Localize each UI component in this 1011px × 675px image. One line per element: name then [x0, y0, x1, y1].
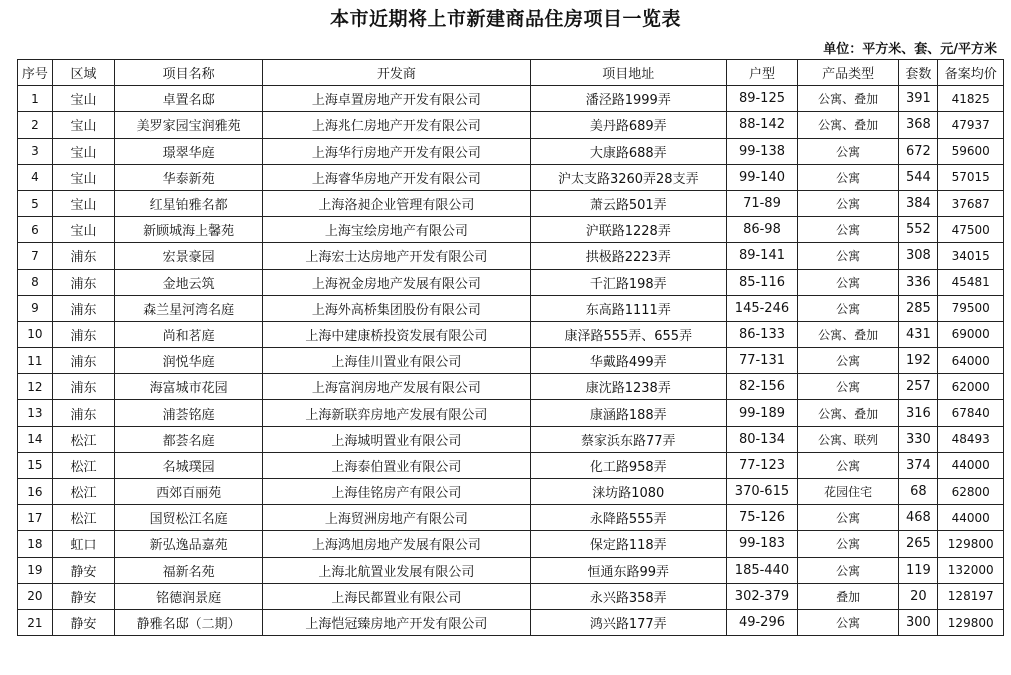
header-avg-price: 备案均价	[938, 60, 1004, 86]
cell-unit-size: 99-140	[727, 164, 798, 190]
cell-product-type: 公寓、联列	[797, 426, 898, 452]
cell-product-type: 花园住宅	[797, 479, 898, 505]
cell-unit-size: 77-131	[727, 348, 798, 374]
cell-avg-price: 62800	[938, 479, 1004, 505]
cell-developer: 上海中建康桥投资发展有限公司	[263, 321, 530, 347]
cell-address: 大康路688弄	[530, 138, 727, 164]
cell-index: 13	[18, 400, 53, 426]
table-row	[18, 217, 1004, 243]
table-row	[18, 557, 1004, 583]
table-row	[18, 452, 1004, 478]
header-product-type: 产品类型	[797, 60, 898, 86]
cell-unit-size: 75-126	[727, 505, 798, 531]
cell-address: 康泽路555弄、655弄	[530, 321, 727, 347]
cell-avg-price: 64000	[938, 348, 1004, 374]
cell-address: 鸿兴路177弄	[530, 609, 727, 635]
cell-developer: 上海洛昶企业管理有限公司	[263, 190, 530, 216]
table-row	[18, 138, 1004, 164]
cell-index: 4	[18, 164, 53, 190]
cell-unit-count: 257	[899, 374, 938, 400]
cell-developer: 上海外高桥集团股份有限公司	[263, 295, 530, 321]
cell-address: 美丹路689弄	[530, 112, 727, 138]
cell-address: 恒通东路99弄	[530, 557, 727, 583]
cell-developer: 上海华行房地产开发有限公司	[263, 138, 530, 164]
cell-project-name: 卓置名邸	[115, 86, 263, 112]
cell-unit-count: 316	[899, 400, 938, 426]
cell-unit-size: 99-138	[727, 138, 798, 164]
header-index: 序号	[18, 60, 53, 86]
cell-developer: 上海北航置业发展有限公司	[263, 557, 530, 583]
cell-product-type: 公寓	[797, 374, 898, 400]
cell-developer: 上海贸洲房地产有限公司	[263, 505, 530, 531]
cell-district: 浦东	[52, 295, 114, 321]
cell-avg-price: 57015	[938, 164, 1004, 190]
cell-developer: 上海富润房地产发展有限公司	[263, 374, 530, 400]
header-developer: 开发商	[263, 60, 530, 86]
cell-product-type: 公寓	[797, 164, 898, 190]
cell-unit-size: 86-133	[727, 321, 798, 347]
cell-avg-price: 129800	[938, 531, 1004, 557]
cell-project-name: 福新名苑	[115, 557, 263, 583]
cell-district: 静安	[52, 557, 114, 583]
cell-district: 静安	[52, 583, 114, 609]
cell-avg-price: 44000	[938, 505, 1004, 531]
cell-index: 12	[18, 374, 53, 400]
cell-developer: 上海宝绘房地产有限公司	[263, 217, 530, 243]
cell-project-name: 海富城市花园	[115, 374, 263, 400]
header-project-name: 项目名称	[115, 60, 263, 86]
table-row	[18, 321, 1004, 347]
cell-district: 浦东	[52, 374, 114, 400]
cell-index: 18	[18, 531, 53, 557]
cell-unit-size: 145-246	[727, 295, 798, 321]
cell-project-name: 华泰新苑	[115, 164, 263, 190]
cell-product-type: 公寓	[797, 138, 898, 164]
cell-avg-price: 79500	[938, 295, 1004, 321]
cell-project-name: 国贸松江名庭	[115, 505, 263, 531]
cell-project-name: 西郊百丽苑	[115, 479, 263, 505]
cell-product-type: 叠加	[797, 583, 898, 609]
cell-product-type: 公寓	[797, 557, 898, 583]
header-district: 区域	[52, 60, 114, 86]
cell-address: 涞坊路1080	[530, 479, 727, 505]
cell-index: 9	[18, 295, 53, 321]
cell-district: 虹口	[52, 531, 114, 557]
cell-index: 1	[18, 86, 53, 112]
cell-unit-count: 336	[899, 269, 938, 295]
cell-unit-size: 99-183	[727, 531, 798, 557]
cell-unit-count: 374	[899, 452, 938, 478]
cell-index: 21	[18, 609, 53, 635]
cell-address: 萧云路501弄	[530, 190, 727, 216]
cell-unit-size: 302-379	[727, 583, 798, 609]
cell-developer: 上海城明置业有限公司	[263, 426, 530, 452]
cell-address: 东高路1111弄	[530, 295, 727, 321]
cell-unit-size: 85-116	[727, 269, 798, 295]
cell-district: 松江	[52, 426, 114, 452]
cell-district: 宝山	[52, 190, 114, 216]
cell-avg-price: 59600	[938, 138, 1004, 164]
cell-product-type: 公寓	[797, 269, 898, 295]
header-unit-count: 套数	[899, 60, 938, 86]
page-title: 本市近期将上市新建商品住房项目一览表	[329, 8, 681, 30]
cell-product-type: 公寓、叠加	[797, 86, 898, 112]
cell-index: 15	[18, 452, 53, 478]
table-row	[18, 112, 1004, 138]
cell-unit-count: 672	[899, 138, 938, 164]
unit-note: 单位：平方米、套、元/平方米	[823, 42, 997, 57]
table-row	[18, 243, 1004, 269]
cell-avg-price: 34015	[938, 243, 1004, 269]
cell-district: 宝山	[52, 138, 114, 164]
cell-project-name: 新顾城海上馨苑	[115, 217, 263, 243]
cell-developer: 上海鸿旭房地产发展有限公司	[263, 531, 530, 557]
cell-address: 蔡家浜东路77弄	[530, 426, 727, 452]
cell-product-type: 公寓、叠加	[797, 112, 898, 138]
cell-unit-count: 552	[899, 217, 938, 243]
cell-unit-count: 68	[899, 479, 938, 505]
cell-product-type: 公寓	[797, 190, 898, 216]
cell-avg-price: 132000	[938, 557, 1004, 583]
table-header-row	[18, 60, 1004, 86]
cell-product-type: 公寓	[797, 609, 898, 635]
cell-avg-price: 128197	[938, 583, 1004, 609]
cell-unit-count: 192	[899, 348, 938, 374]
cell-unit-count: 119	[899, 557, 938, 583]
cell-unit-size: 88-142	[727, 112, 798, 138]
cell-developer: 上海睿华房地产开发有限公司	[263, 164, 530, 190]
cell-unit-count: 265	[899, 531, 938, 557]
cell-project-name: 新弘逸品嘉苑	[115, 531, 263, 557]
cell-district: 宝山	[52, 164, 114, 190]
table-row	[18, 295, 1004, 321]
cell-unit-count: 391	[899, 86, 938, 112]
cell-index: 6	[18, 217, 53, 243]
cell-unit-size: 89-141	[727, 243, 798, 269]
cell-project-name: 红星铂雅名都	[115, 190, 263, 216]
cell-developer: 上海祝金房地产发展有限公司	[263, 269, 530, 295]
cell-unit-size: 80-134	[727, 426, 798, 452]
cell-district: 浦东	[52, 321, 114, 347]
cell-project-name: 浦荟铭庭	[115, 400, 263, 426]
cell-avg-price: 44000	[938, 452, 1004, 478]
cell-unit-count: 330	[899, 426, 938, 452]
cell-product-type: 公寓	[797, 531, 898, 557]
cell-unit-size: 49-296	[727, 609, 798, 635]
cell-developer: 上海恺冠臻房地产开发有限公司	[263, 609, 530, 635]
cell-product-type: 公寓	[797, 505, 898, 531]
cell-index: 10	[18, 321, 53, 347]
cell-developer: 上海泰伯置业有限公司	[263, 452, 530, 478]
cell-avg-price: 45481	[938, 269, 1004, 295]
cell-project-name: 润悦华庭	[115, 348, 263, 374]
table-row	[18, 531, 1004, 557]
cell-unit-count: 20	[899, 583, 938, 609]
cell-project-name: 尚和茗庭	[115, 321, 263, 347]
table-row	[18, 86, 1004, 112]
cell-district: 宝山	[52, 112, 114, 138]
cell-index: 14	[18, 426, 53, 452]
table-row	[18, 400, 1004, 426]
header-address: 项目地址	[530, 60, 727, 86]
cell-district: 浦东	[52, 269, 114, 295]
cell-unit-size: 77-123	[727, 452, 798, 478]
cell-address: 保定路118弄	[530, 531, 727, 557]
cell-address: 千汇路198弄	[530, 269, 727, 295]
cell-district: 浦东	[52, 400, 114, 426]
cell-district: 松江	[52, 479, 114, 505]
cell-project-name: 静雅名邸（二期）	[115, 609, 263, 635]
cell-project-name: 宏景豪园	[115, 243, 263, 269]
cell-unit-count: 285	[899, 295, 938, 321]
cell-project-name: 都荟名庭	[115, 426, 263, 452]
cell-avg-price: 37687	[938, 190, 1004, 216]
cell-index: 7	[18, 243, 53, 269]
cell-project-name: 铭德润景庭	[115, 583, 263, 609]
cell-avg-price: 69000	[938, 321, 1004, 347]
cell-address: 沪联路1228弄	[530, 217, 727, 243]
cell-district: 静安	[52, 609, 114, 635]
cell-unit-size: 185-440	[727, 557, 798, 583]
cell-unit-count: 368	[899, 112, 938, 138]
table-row	[18, 609, 1004, 635]
cell-product-type: 公寓	[797, 295, 898, 321]
cell-index: 16	[18, 479, 53, 505]
cell-project-name: 金地云筑	[115, 269, 263, 295]
cell-address: 康涵路188弄	[530, 400, 727, 426]
table-row	[18, 269, 1004, 295]
cell-product-type: 公寓	[797, 452, 898, 478]
header-unit-size: 户型	[727, 60, 798, 86]
cell-developer: 上海民都置业有限公司	[263, 583, 530, 609]
cell-project-name: 名城璞园	[115, 452, 263, 478]
cell-project-name: 璟翠华庭	[115, 138, 263, 164]
cell-unit-count: 384	[899, 190, 938, 216]
table-row	[18, 190, 1004, 216]
cell-unit-size: 89-125	[727, 86, 798, 112]
table-row	[18, 583, 1004, 609]
cell-address: 化工路958弄	[530, 452, 727, 478]
cell-avg-price: 62000	[938, 374, 1004, 400]
cell-index: 17	[18, 505, 53, 531]
cell-developer: 上海兆仁房地产开发有限公司	[263, 112, 530, 138]
cell-unit-count: 468	[899, 505, 938, 531]
cell-address: 康沈路1238弄	[530, 374, 727, 400]
cell-district: 宝山	[52, 86, 114, 112]
cell-unit-count: 544	[899, 164, 938, 190]
cell-index: 20	[18, 583, 53, 609]
cell-developer: 上海宏士达房地产开发有限公司	[263, 243, 530, 269]
cell-address: 潘泾路1999弄	[530, 86, 727, 112]
cell-avg-price: 129800	[938, 609, 1004, 635]
table-row	[18, 426, 1004, 452]
cell-unit-size: 99-189	[727, 400, 798, 426]
table-row	[18, 479, 1004, 505]
cell-address: 永降路555弄	[530, 505, 727, 531]
cell-product-type: 公寓、叠加	[797, 321, 898, 347]
cell-index: 5	[18, 190, 53, 216]
table-row	[18, 374, 1004, 400]
cell-unit-count: 308	[899, 243, 938, 269]
cell-address: 拱极路2223弄	[530, 243, 727, 269]
cell-avg-price: 47937	[938, 112, 1004, 138]
cell-district: 浦东	[52, 243, 114, 269]
cell-index: 11	[18, 348, 53, 374]
cell-unit-size: 370-615	[727, 479, 798, 505]
cell-index: 19	[18, 557, 53, 583]
cell-district: 松江	[52, 452, 114, 478]
table-row	[18, 505, 1004, 531]
cell-district: 浦东	[52, 348, 114, 374]
cell-developer: 上海新联弈房地产发展有限公司	[263, 400, 530, 426]
cell-unit-count: 431	[899, 321, 938, 347]
cell-avg-price: 41825	[938, 86, 1004, 112]
cell-avg-price: 47500	[938, 217, 1004, 243]
cell-unit-size: 86-98	[727, 217, 798, 243]
table-row	[18, 164, 1004, 190]
cell-developer: 上海佳川置业有限公司	[263, 348, 530, 374]
cell-unit-size: 82-156	[727, 374, 798, 400]
cell-address: 沪太支路3260弄28支弄	[530, 164, 727, 190]
cell-index: 3	[18, 138, 53, 164]
cell-product-type: 公寓	[797, 348, 898, 374]
cell-unit-count: 300	[899, 609, 938, 635]
cell-address: 永兴路358弄	[530, 583, 727, 609]
cell-index: 2	[18, 112, 53, 138]
table-row	[18, 348, 1004, 374]
cell-avg-price: 67840	[938, 400, 1004, 426]
cell-developer: 上海卓置房地产开发有限公司	[263, 86, 530, 112]
cell-project-name: 美罗家园宝润雅苑	[115, 112, 263, 138]
housing-projects-table	[17, 59, 1004, 636]
cell-product-type: 公寓	[797, 217, 898, 243]
cell-district: 松江	[52, 505, 114, 531]
cell-developer: 上海佳铭房产有限公司	[263, 479, 530, 505]
cell-address: 华戴路499弄	[530, 348, 727, 374]
cell-index: 8	[18, 269, 53, 295]
cell-avg-price: 48493	[938, 426, 1004, 452]
cell-product-type: 公寓、叠加	[797, 400, 898, 426]
cell-unit-size: 71-89	[727, 190, 798, 216]
cell-district: 宝山	[52, 217, 114, 243]
cell-product-type: 公寓	[797, 243, 898, 269]
cell-project-name: 森兰星河湾名庭	[115, 295, 263, 321]
